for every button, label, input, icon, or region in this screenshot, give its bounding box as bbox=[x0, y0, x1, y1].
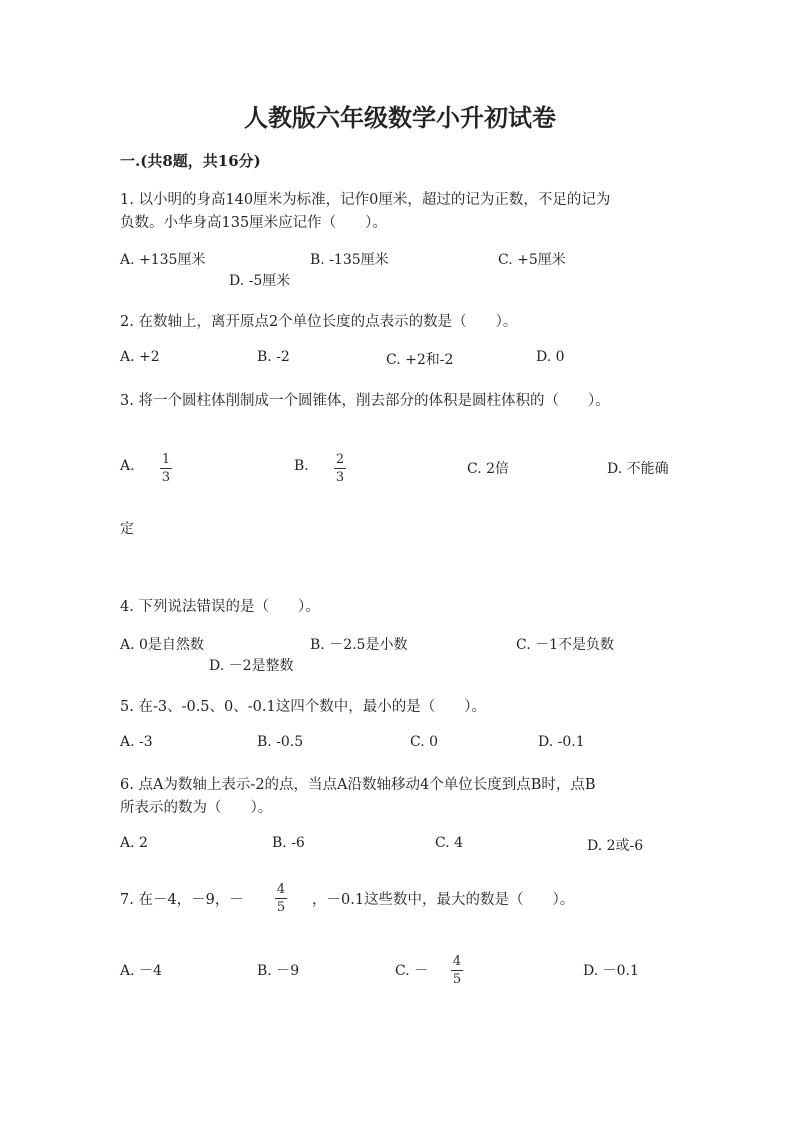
option-b: B. －9 bbox=[257, 963, 300, 979]
option-d: D. －2是整数 bbox=[209, 658, 294, 674]
fraction-denominator: 5 bbox=[276, 900, 286, 915]
option-c: C. +5厘米 bbox=[498, 252, 566, 268]
question-text: 负数。小华身高135厘米应记作（ ）。 bbox=[120, 215, 387, 231]
fraction-numerator: 4 bbox=[452, 954, 462, 969]
option-b: B. -135厘米 bbox=[310, 252, 389, 268]
option-a: A. －4 bbox=[120, 963, 162, 979]
question-text: 4. 下列说法错误的是（ ）。 bbox=[120, 599, 320, 615]
option-a: A. +2 bbox=[120, 349, 160, 365]
question-text: 3. 将一个圆柱体削制成一个圆锥体，削去部分的体积是圆柱体积的（ ）。 bbox=[120, 393, 610, 409]
option-a-fraction bbox=[160, 452, 172, 485]
option-c: C. 4 bbox=[435, 835, 464, 851]
option-d-continuation: 定 bbox=[120, 521, 134, 537]
option-c-fraction bbox=[451, 954, 463, 987]
fraction-bar bbox=[451, 970, 463, 971]
option-c: C. －1不是负数 bbox=[516, 637, 615, 653]
option-a: A. bbox=[120, 458, 135, 474]
option-a: A. -3 bbox=[120, 734, 153, 750]
option-a: A. 2 bbox=[120, 835, 148, 851]
page-title: 人教版六年级数学小升初试卷 bbox=[244, 103, 556, 132]
option-c: C. 2倍 bbox=[467, 461, 510, 477]
fraction-denominator: 5 bbox=[452, 972, 462, 987]
option-d: D. －0.1 bbox=[583, 963, 639, 979]
option-c: C. +2和-2 bbox=[386, 352, 454, 368]
question-text: 7. 在－4，－9，－ bbox=[120, 892, 244, 908]
option-d: D. -0.1 bbox=[538, 734, 585, 750]
option-b: B. bbox=[294, 458, 309, 474]
fraction-bar bbox=[160, 468, 172, 469]
option-b: B. -0.5 bbox=[257, 734, 304, 750]
fraction-denominator: 3 bbox=[335, 470, 345, 485]
section-heading: 一.(共8题，共16分) bbox=[120, 152, 261, 170]
option-a: A. +135厘米 bbox=[120, 252, 206, 268]
option-c: C. 0 bbox=[410, 734, 439, 750]
question-fraction bbox=[275, 882, 287, 915]
fraction-numerator: 2 bbox=[335, 452, 345, 467]
option-b: B. －2.5是小数 bbox=[310, 637, 408, 653]
option-d: D. -5厘米 bbox=[229, 273, 291, 289]
option-b-fraction bbox=[334, 452, 346, 485]
question-text: 5. 在-3、-0.5、0、-0.1这四个数中，最小的是（ ）。 bbox=[120, 699, 486, 715]
option-d: D. 0 bbox=[536, 349, 565, 365]
question-text: 2. 在数轴上，离开原点2个单位长度的点表示的数是（ ）。 bbox=[120, 314, 518, 330]
fraction-bar bbox=[275, 898, 287, 899]
fraction-numerator: 1 bbox=[161, 452, 171, 467]
option-b: B. -2 bbox=[257, 349, 290, 365]
question-text: 所表示的数为（ ）。 bbox=[120, 800, 273, 816]
fraction-bar bbox=[334, 468, 346, 469]
fraction-denominator: 3 bbox=[161, 470, 171, 485]
question-text-continued: ，－0.1这些数中，最大的数是（ ）。 bbox=[312, 892, 575, 908]
fraction-numerator: 4 bbox=[276, 882, 286, 897]
option-d: D. 不能确 bbox=[607, 461, 669, 477]
option-a: A. 0是自然数 bbox=[120, 637, 204, 653]
option-b: B. -6 bbox=[272, 835, 305, 851]
question-text: 1. 以小明的身高140厘米为标准，记作0厘米，超过的记为正数，不足的记为 bbox=[120, 192, 611, 208]
option-d: D. 2或-6 bbox=[587, 838, 644, 854]
option-c: C. － bbox=[395, 963, 429, 979]
question-text: 6. 点A为数轴上表示-2的点，当点A沿数轴移动4个单位长度到点B时，点B bbox=[120, 777, 596, 793]
